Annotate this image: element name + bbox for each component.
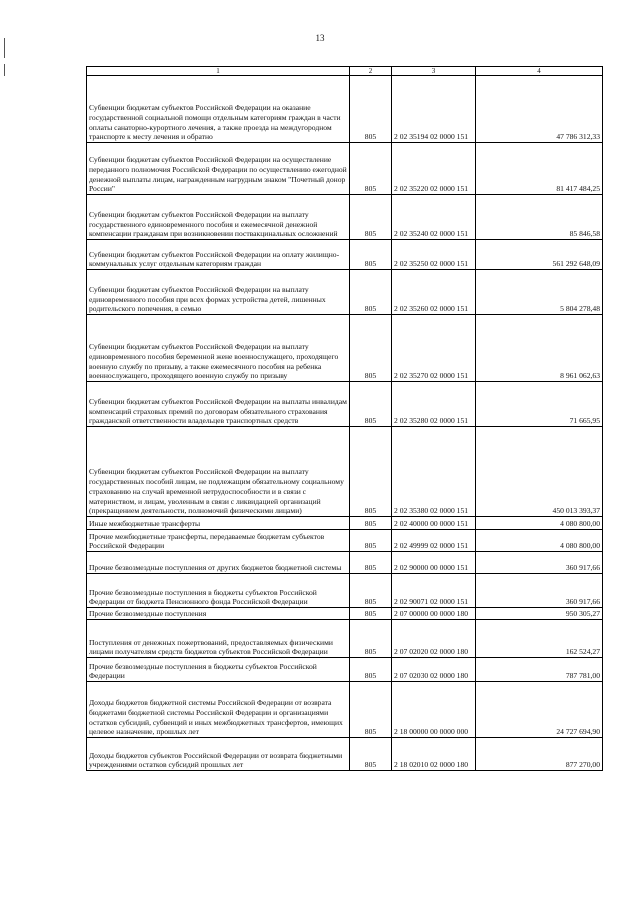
row-name-cell: Прочие безвозмездные поступления в бюджеты субъектов Российской Федерации xyxy=(87,658,350,682)
row-admin-code-cell: 805 xyxy=(350,195,392,240)
table-row xyxy=(87,427,603,517)
row-budget-code-cell: 2 07 00000 00 0000 180 xyxy=(392,608,476,620)
column-header-4: 4 xyxy=(476,67,603,76)
row-budget-code-cell: 2 07 02030 02 0000 180 xyxy=(392,658,476,682)
row-admin-code-cell: 805 xyxy=(350,240,392,270)
row-amount-cell: 360 917,66 xyxy=(476,552,603,574)
row-budget-code-cell: 2 02 40000 00 0000 151 xyxy=(392,517,476,530)
row-budget-code-cell: 2 02 35260 02 0000 151 xyxy=(392,270,476,315)
row-amount-cell: 5 804 278,48 xyxy=(476,270,603,315)
row-admin-code-cell: 805 xyxy=(350,682,392,738)
row-admin-code-cell: 805 xyxy=(350,658,392,682)
row-name-cell: Доходы бюджетов субъектов Российской Федерации от возврата бюджетными учреждениями остатков субсидий прошлых лет xyxy=(87,738,350,771)
table-row xyxy=(87,315,603,382)
row-admin-code-cell: 805 xyxy=(350,382,392,427)
table-body xyxy=(87,76,603,771)
row-admin-code-cell: 805 xyxy=(350,552,392,574)
table-row xyxy=(87,143,603,195)
row-name-cell: Субвенции бюджетам субъектов Российской Федерации на выплату единовременного пособия беременной жене военнослужащего, проходящего военную службу по призыву, а также ежемесячного пособия на ребенка военнослужащего, проходящего военную службу по призыву xyxy=(87,315,350,382)
row-budget-code-cell: 2 02 35220 02 0000 151 xyxy=(392,143,476,195)
row-amount-cell: 24 727 694,90 xyxy=(476,682,603,738)
table-row xyxy=(87,195,603,240)
table-row xyxy=(87,658,603,682)
table-row xyxy=(87,738,603,771)
page-number: 13 xyxy=(315,33,325,43)
row-name-cell: Субвенции бюджетам субъектов Российской Федерации на осуществление переданного полномочия Российской Федерации по осуществлению ежегодной денежной выплаты лицам, награжденным нагрудным знаком "Почетный донор России" xyxy=(87,143,350,195)
budget-revenue-table xyxy=(86,66,603,771)
row-budget-code-cell: 2 02 35380 02 0000 151 xyxy=(392,427,476,517)
row-admin-code-cell: 805 xyxy=(350,517,392,530)
row-admin-code-cell: 805 xyxy=(350,608,392,620)
row-name-cell: Субвенции бюджетам субъектов Российской Федерации на выплаты инвалидам компенсаций страховых премий по договорам обязательного страхования гражданской ответственности владельцев транспортных средств xyxy=(87,382,350,427)
row-budget-code-cell: 2 02 90000 00 0000 151 xyxy=(392,552,476,574)
row-amount-cell: 8 961 062,63 xyxy=(476,315,603,382)
row-admin-code-cell: 805 xyxy=(350,143,392,195)
column-header-3: 3 xyxy=(392,67,476,76)
table-row xyxy=(87,270,603,315)
margin-mark-bottom xyxy=(4,64,5,76)
table-row xyxy=(87,517,603,530)
row-budget-code-cell: 2 02 35194 02 0000 151 xyxy=(392,76,476,143)
row-amount-cell: 162 524,27 xyxy=(476,620,603,658)
row-budget-code-cell: 2 18 00000 00 0000 000 xyxy=(392,682,476,738)
column-header-2: 2 xyxy=(350,67,392,76)
row-budget-code-cell: 2 02 35240 02 0000 151 xyxy=(392,195,476,240)
row-amount-cell: 360 917,66 xyxy=(476,574,603,608)
row-budget-code-cell: 2 02 35270 02 0000 151 xyxy=(392,315,476,382)
row-name-cell: Прочие безвозмездные поступления в бюджеты субъектов Российской Федерации от бюджета Пенсионного фонда Российской Федерации xyxy=(87,574,350,608)
row-amount-cell: 561 292 648,09 xyxy=(476,240,603,270)
row-amount-cell: 85 846,58 xyxy=(476,195,603,240)
table-row xyxy=(87,76,603,143)
row-name-cell: Субвенции бюджетам субъектов Российской Федерации на оплату жилищно-коммунальных услуг отдельным категориям граждан xyxy=(87,240,350,270)
row-name-cell: Субвенции бюджетам субъектов Российской Федерации на выплату государственного единовременного пособия и ежемесячной денежной компенсации гражданам при возникновении поствакцинальных осложнений xyxy=(87,195,350,240)
row-amount-cell: 71 665,95 xyxy=(476,382,603,427)
row-budget-code-cell: 2 02 35280 02 0000 151 xyxy=(392,382,476,427)
table-row xyxy=(87,382,603,427)
row-budget-code-cell: 2 07 02020 02 0000 180 xyxy=(392,620,476,658)
table-row xyxy=(87,682,603,738)
row-name-cell: Прочие межбюджетные трансферты, передаваемые бюджетам субъектов Российской Федерации xyxy=(87,530,350,552)
table-header-row xyxy=(87,67,603,76)
table-row xyxy=(87,552,603,574)
row-amount-cell: 4 080 800,00 xyxy=(476,517,603,530)
row-name-cell: Субвенции бюджетам субъектов Российской Федерации на оказание государственной социальной помощи отдельным категориям граждан в части оплаты санаторно-курортного лечения, а также проезда на междугородном транспорте к месту лечения и обратно xyxy=(87,76,350,143)
row-admin-code-cell: 805 xyxy=(350,530,392,552)
row-budget-code-cell: 2 18 02010 02 0000 180 xyxy=(392,738,476,771)
row-name-cell: Доходы бюджетов бюджетной системы Российской Федерации от возврата бюджетами бюджетной системы Российской Федерации и организациями остатков субсидий, субвенций и иных межбюджетных трансфертов, имеющих целевое назначение, прошлых лет xyxy=(87,682,350,738)
table-row xyxy=(87,620,603,658)
row-name-cell: Поступления от денежных пожертвований, предоставляемых физическими лицами получателям средств бюджетов субъектов Российской Федерации xyxy=(87,620,350,658)
row-admin-code-cell: 805 xyxy=(350,270,392,315)
row-amount-cell: 450 013 393,37 xyxy=(476,427,603,517)
row-amount-cell: 47 786 312,33 xyxy=(476,76,603,143)
row-name-cell: Субвенции бюджетам субъектов Российской Федерации на выплату единовременного пособия при всех формах устройства детей, лишенных родительского попечения, в семью xyxy=(87,270,350,315)
row-admin-code-cell: 805 xyxy=(350,620,392,658)
row-amount-cell: 950 305,27 xyxy=(476,608,603,620)
row-admin-code-cell: 805 xyxy=(350,574,392,608)
row-amount-cell: 4 080 800,00 xyxy=(476,530,603,552)
row-name-cell: Субвенции бюджетам субъектов Российской Федерации на выплату государственных пособий лицам, не подлежащим обязательному социальному страхованию на случай временной нетрудоспособности и в связи с материнством, и лицам, уволенным в связи с ликвидацией организаций (прекращением деятельности, полномочий физическими лицами) xyxy=(87,427,350,517)
table-row xyxy=(87,608,603,620)
row-amount-cell: 787 781,00 xyxy=(476,658,603,682)
row-amount-cell: 81 417 484,25 xyxy=(476,143,603,195)
table-row xyxy=(87,574,603,608)
row-name-cell: Прочие безвозмездные поступления xyxy=(87,608,350,620)
table-row xyxy=(87,530,603,552)
column-header-1: 1 xyxy=(87,67,350,76)
row-admin-code-cell: 805 xyxy=(350,76,392,143)
table-row xyxy=(87,240,603,270)
row-admin-code-cell: 805 xyxy=(350,738,392,771)
row-admin-code-cell: 805 xyxy=(350,315,392,382)
row-name-cell: Прочие безвозмездные поступления от других бюджетов бюджетной системы xyxy=(87,552,350,574)
row-budget-code-cell: 2 02 90071 02 0000 151 xyxy=(392,574,476,608)
row-name-cell: Иные межбюджетные трансферты xyxy=(87,517,350,530)
row-admin-code-cell: 805 xyxy=(350,427,392,517)
row-amount-cell: 877 270,00 xyxy=(476,738,603,771)
row-budget-code-cell: 2 02 49999 02 0000 151 xyxy=(392,530,476,552)
row-budget-code-cell: 2 02 35250 02 0000 151 xyxy=(392,240,476,270)
